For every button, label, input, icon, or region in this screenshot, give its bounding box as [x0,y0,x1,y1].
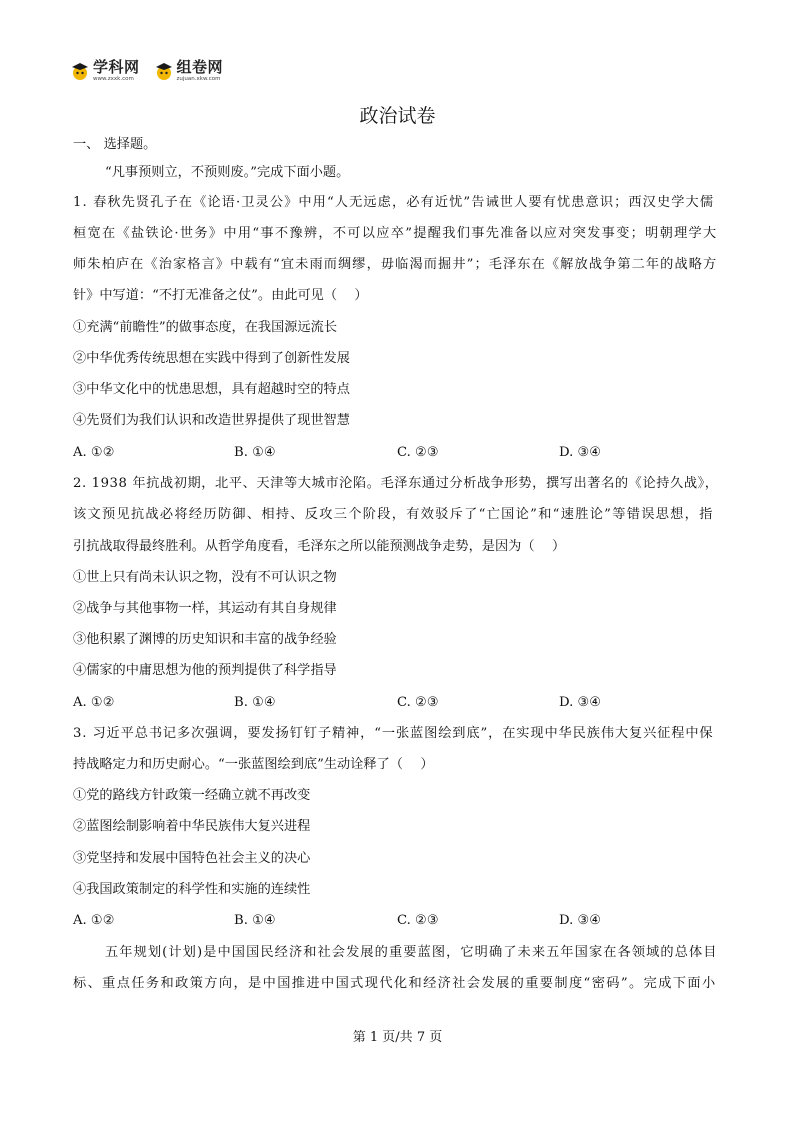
question-2-choice-c[interactable]: C. ②③ [397,695,439,710]
question-2-choice-a[interactable]: A. ①② [73,695,115,710]
question-2-line: 2. 1938 年抗战初期，北平、天津等大城市沦陷。毛泽东通过分析战争形势，撰写出著名的《论持久战》， [73,476,719,491]
question-1-choice-d[interactable]: D. ③④ [559,445,602,460]
question-1-choice-a[interactable]: A. ①② [73,445,115,460]
question-3-choice-b[interactable]: B. ①④ [234,913,276,928]
question-1-item: ③中华文化中的忧患思想，具有超越时空的特点 [73,382,350,397]
logo-name: 组卷网 [176,58,224,76]
question-1-item: ④先贤们为我们认识和改造世界提供了现世智慧 [73,413,350,428]
question-1-line: 师朱柏庐在《治家格言》中载有“宜未雨而绸缪，毋临渴而掘井”；毛泽东在《解放战争第二年的战略方 [73,257,718,272]
question-1-choice-b[interactable]: B. ①④ [234,445,276,460]
question-3-item: ②蓝图绘制影响着中华民族伟大复兴进程 [73,819,311,834]
question-2-item: ②战争与其他事物一样，其运动有其自身规律 [73,601,337,616]
intro-text-2: 标、重点任务和政策方向，是中国推进中国式现代化和经济社会发展的重要制度“密码”。完成下面小 [73,976,717,991]
page-title: 政治试卷 [359,105,436,127]
page-footer: 第 1 页/共 7 页 [352,1030,443,1045]
logo-zujuanwang [154,60,224,83]
question-2-line: 该文预见抗战必将经历防御、相持、反攻三个阶段，有效驳斥了“亡国论”和“速胜论”等错误思想，指 [73,507,714,522]
question-3-choice-c[interactable]: C. ②③ [397,913,439,928]
logo-xuekewang [70,60,140,83]
question-2-choice-b[interactable]: B. ①④ [234,695,276,710]
logo-url: zujuan.xkw.com [176,76,221,82]
logo-name: 学科网 [93,58,140,76]
question-1-line: 针》中写道：“不打无准备之仗”。由此可见（ ） [73,288,368,303]
question-3-line: 3. 习近平总书记多次强调，要发扬钉钉子精神，“一张蓝图绘到底”，在实现中华民族伟大复兴征程中保 [73,726,714,741]
question-1-item: ①充满“前瞻性”的做事态度，在我国源远流长 [73,320,338,335]
section-heading: 一、 选择题。 [73,137,157,152]
question-3-choice-a[interactable]: A. ①② [73,913,115,928]
question-3-choice-d[interactable]: D. ③④ [559,913,602,928]
question-1-item: ②中华优秀传统思想在实践中得到了创新性发展 [73,351,350,366]
question-1-choice-c[interactable]: C. ②③ [397,445,439,460]
header-logos [70,60,223,83]
question-1-line: 桓宽在《盐铁论·世务》中用“事不豫辨，不可以应卒”提醒我们事先准备以应对突发事变；明朝理学大 [73,226,718,241]
question-2-item: ④儒家的中庸思想为他的预判提供了科学指导 [73,663,337,678]
question-2-line: 引抗战取得最终胜利。从哲学角度看，毛泽东之所以能预测战争走势，是因为（ ） [73,539,566,554]
logo-url: www.zxxk.com [93,76,134,82]
question-2-item: ①世上只有尚未认识之物，没有不可认识之物 [73,570,337,585]
question-3-item: ③党坚持和发展中国特色社会主义的决心 [73,851,311,866]
question-2-item: ③他积累了渊博的历史知识和丰富的战争经验 [73,632,337,647]
graduate-cap-icon [154,61,174,81]
intro-text-2: 五年规划(计划)是中国国民经济和社会发展的重要蓝图，它明确了未来五年国家在各领域的总体目 [105,945,718,960]
question-3-item: ④我国政策制定的科学性和实施的连续性 [73,882,311,897]
question-2-choice-d[interactable]: D. ③④ [559,695,602,710]
graduate-cap-icon [70,61,90,81]
intro-text: “凡事预则立，不预则废。”完成下面小题。 [105,165,350,180]
question-3-line: 持战略定力和历史耐心。“一张蓝图绘到底”生动诠释了（ ） [73,757,434,772]
question-1-line: 1. 春秋先贤孔子在《论语·卫灵公》中用“人无远虑，必有近忧”告诫世人要有忧患意识；西汉史学大儒 [73,195,715,210]
question-3-item: ①党的路线方针政策一经确立就不再改变 [73,788,311,803]
